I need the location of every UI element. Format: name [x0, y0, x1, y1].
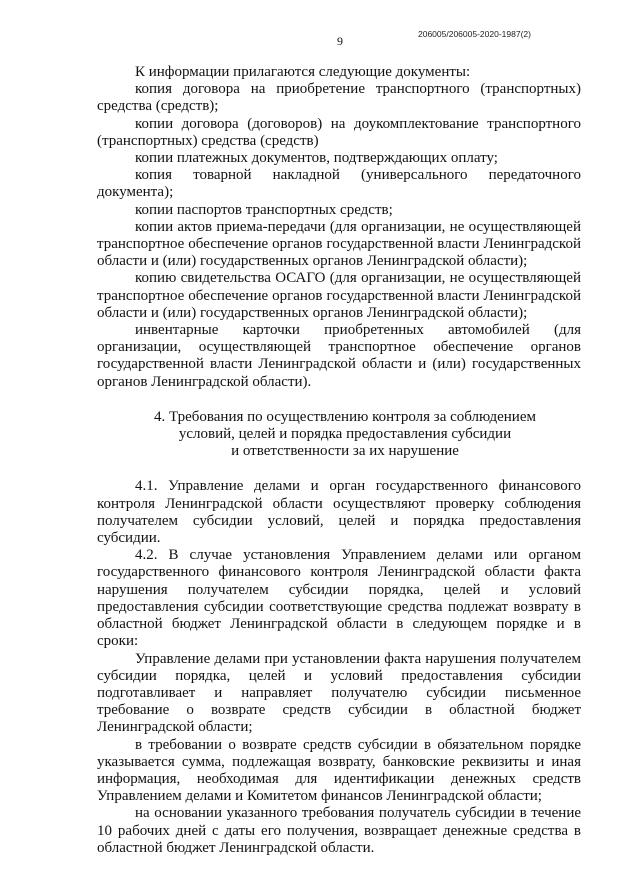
paragraph: на основании указанного требования получатель субсидии в течение 10 рабочих дней с даты его получения, возвращает денежные средства в областной бюджет Ленинградской области. — [97, 805, 581, 856]
document-item: инвентарные карточки приобретенных автомобилей (для организации, осуществляющей транспортное обеспечение органов государственной власти Ленинградской области и (или) государственных органов Ленинградской области). — [97, 322, 581, 390]
section-title-line: условий, целей и порядка предоставления субсидии — [178, 426, 512, 443]
document-item: копия товарной накладной (универсального передаточного документа); — [97, 167, 581, 201]
document-item: копии платежных документов, подтверждающих оплату; — [135, 150, 498, 167]
paragraph: 4.1. Управление делами и орган государственного финансового контроля Ленинградской области осуществляют проверку соблюдения получателем субсидии условий, целей и порядка предоставления субсидии. — [97, 478, 581, 547]
document-item: копию свидетельства ОСАГО (для организации, не осуществляющей транспортное обеспечение органов государственной власти Ленинградской области и (или) государственных органов Ленинградской области); — [97, 270, 581, 321]
attachments-intro: К информации прилагаются следующие документы: — [135, 64, 471, 80]
document-item: копии договора (договоров) на доукомплектование транспортного (транспортных) средства (средств) — [97, 115, 581, 149]
document-item: копии актов приема-передачи (для организации, не осуществляющей транспортное обеспечение органов государственной власти Ленинградской области и (или) государственных органов Ленинградской области); — [97, 218, 581, 270]
document-item: копия договора на приобретение транспортного (транспортных) средства (средств); — [97, 81, 581, 115]
document-id: 206005/206005-2020-1987(2) — [418, 29, 531, 39]
document-item: копии паспортов транспортных средств; — [135, 201, 393, 218]
paragraph: 4.2. В случае установления Управлением делами или органом государственного финансового контроля Ленинградской области факта нарушения получателем субсидии порядка, целей и условий предоставления субсидии соответствующие средства подлежат возврату в областной бюджет Ленинградской области в следующем порядке и в сроки: — [97, 547, 581, 650]
page-number: 9 — [337, 34, 343, 48]
section-title-line: и ответственности за их нарушение — [231, 443, 459, 460]
paragraph: в требовании о возврате средств субсидии в обязательном порядке указывается сумма, подлежащая возврату, банковские реквизиты и иная информация, необходимая для идентификации денежных средств Управлением делами и Комитетом финансов Ленинградской области; — [97, 736, 581, 805]
section-title — [97, 409, 581, 461]
paragraph: Управление делами при установлении факта нарушения получателем субсидии порядка, целей и условий предоставления субсидии подготавливает и направляет получателю субсидии письменное требование о возврате средств субсидии в областной бюджет Ленинградской области; — [97, 650, 581, 736]
section-title-line: 4. Требования по осуществлению контроля за соблюдением — [154, 408, 536, 425]
document-body — [97, 64, 581, 857]
